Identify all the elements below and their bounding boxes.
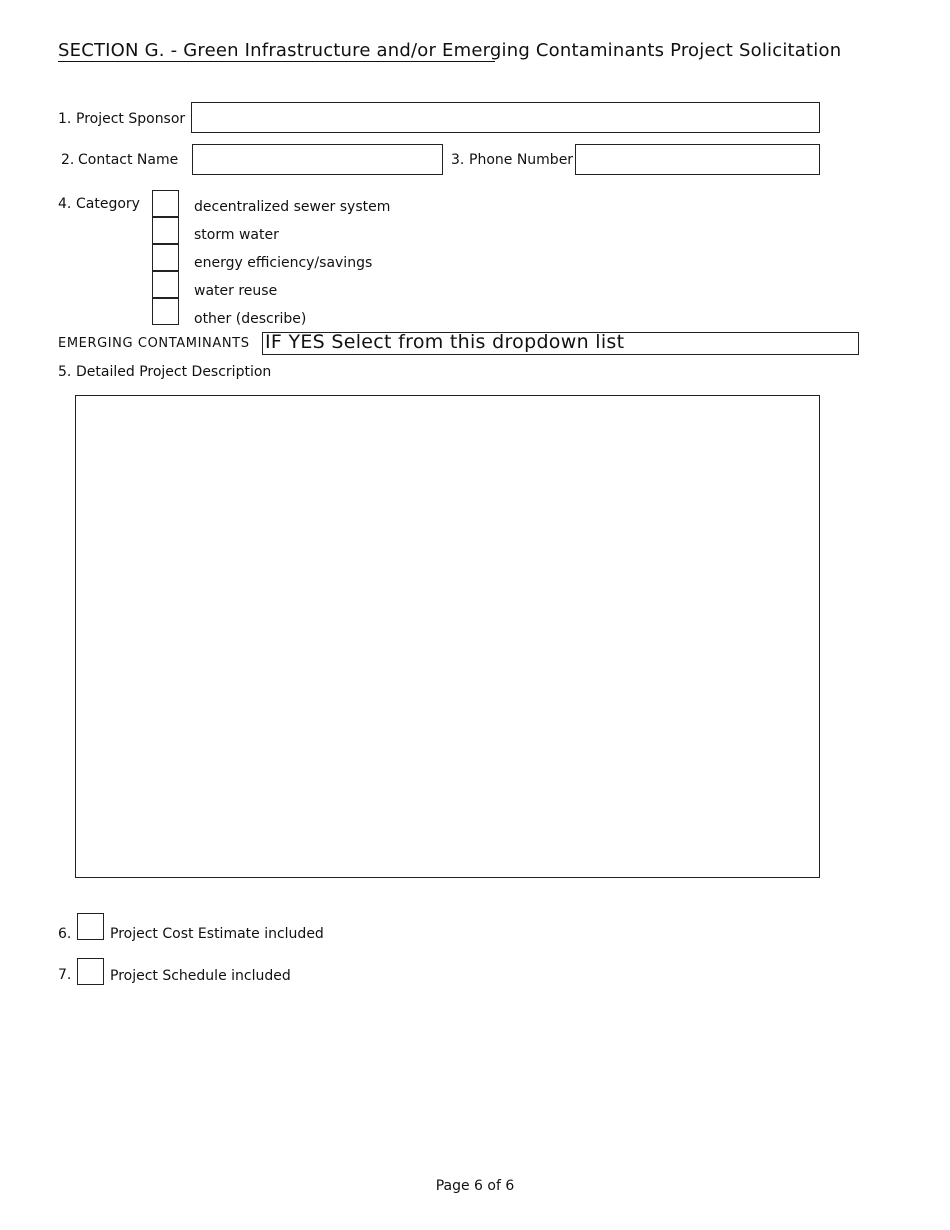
category-label: Category: [76, 196, 140, 212]
page-number: Page 6 of 6: [435, 1178, 515, 1194]
description-textarea[interactable]: [75, 395, 820, 878]
section-title: SECTION G. - Green Infrastructure and/or Emerging Contaminants Project Solicitation: [58, 40, 842, 61]
description-label: Detailed Project Description: [76, 364, 272, 380]
phone-label: Phone Number: [469, 152, 574, 168]
sponsor-number: 1.: [58, 111, 72, 127]
sponsor-field[interactable]: [191, 102, 820, 133]
schedule-number: 7.: [58, 967, 72, 983]
category-option-water-reuse: water reuse: [194, 283, 278, 299]
category-number: 4.: [58, 196, 72, 212]
contact-field[interactable]: [192, 144, 443, 175]
emerging-contaminants-label: EMERGING CONTAMINANTS: [58, 336, 250, 351]
category-checkbox-energy[interactable]: [152, 244, 179, 271]
contact-label: Contact Name: [78, 152, 179, 168]
schedule-label: Project Schedule included: [110, 968, 291, 984]
category-option-energy: energy efficiency/savings: [194, 255, 373, 271]
cost-estimate-label: Project Cost Estimate included: [110, 926, 324, 942]
category-checkbox-storm-water[interactable]: [152, 217, 179, 244]
category-option-decentralized: decentralized sewer system: [194, 199, 391, 215]
emerging-contaminants-dropdown[interactable]: IF YES Select from this dropdown list: [262, 332, 859, 355]
description-number: 5.: [58, 364, 72, 380]
category-checkbox-water-reuse[interactable]: [152, 271, 179, 298]
contact-number: 2.: [61, 152, 75, 168]
category-checkbox-other[interactable]: [152, 298, 179, 325]
phone-field[interactable]: [575, 144, 820, 175]
sponsor-label: Project Sponsor: [76, 111, 186, 127]
cost-number: 6.: [58, 926, 72, 942]
category-option-other: other (describe): [194, 311, 307, 327]
category-option-storm-water: storm water: [194, 227, 279, 243]
cost-estimate-checkbox[interactable]: [77, 913, 104, 940]
schedule-checkbox[interactable]: [77, 958, 104, 985]
phone-number-index: 3.: [451, 152, 465, 168]
title-underline: [58, 61, 495, 62]
category-checkbox-decentralized[interactable]: [152, 190, 179, 217]
